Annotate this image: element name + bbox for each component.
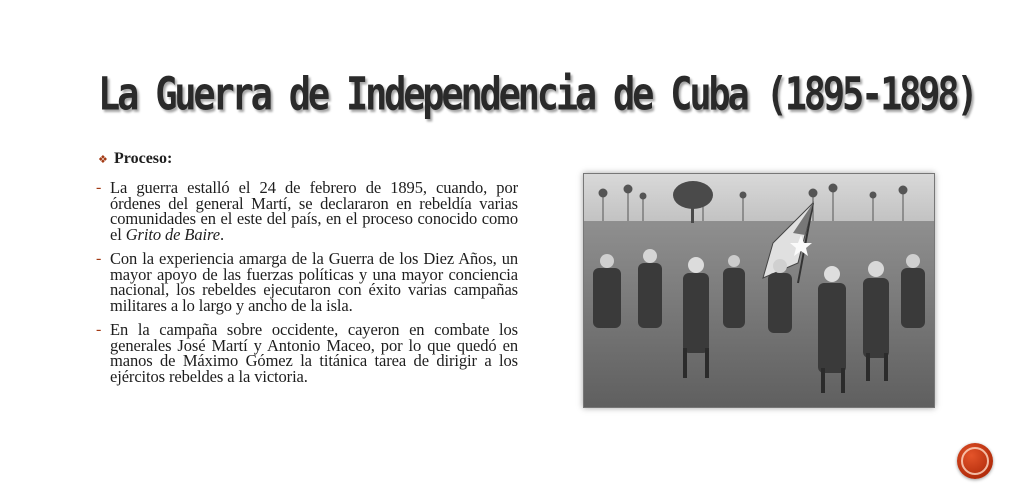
slide-title: La Guerra de Independencia de Cuba (1895-1898) [98,68,976,121]
diamond-bullet-icon: ❖ [98,153,108,166]
dash-icon: - [96,250,102,267]
bullet-item [96,251,518,313]
bullet-text-part: . [219,224,224,244]
dash-icon: - [96,321,102,338]
next-slide-button[interactable] [957,443,993,479]
bullet-text: En la campaña sobre occidente, cayeron en combate los generales José Martí y Antonio Maceo, por lo que quedó en manos de Máximo Gómez la titánica tarea de dirigir a los ejércitos rebeldes a la victoria. [110,320,518,386]
section-heading: Proceso: [114,150,173,167]
bullet-emphasis: Grito de Baire [125,224,220,244]
dash-icon: - [96,179,102,196]
bullet-item [96,180,518,242]
content-area [96,150,518,393]
bullet-text-part: La guerra estalló el 24 de febrero de 1895, cuando, por órdenes del general Martí, se declararon en rebeldía varias comunidades en el este del país, en el proceso conocido como el [110,178,518,244]
section-heading-row [96,150,518,168]
bullet-item [96,322,518,384]
bullet-text: Con la experiencia amarga de la Guerra de los Diez Años, un mayor apoyo de las fuerzas políticas y una mayor conciencia nacional, los rebeldes ejecutaron con éxito varias campañas militares a lo largo y ancho de la isla. [110,249,518,315]
photo-illustration [583,173,935,408]
historical-photo [583,173,935,408]
bullet-text [110,180,518,242]
